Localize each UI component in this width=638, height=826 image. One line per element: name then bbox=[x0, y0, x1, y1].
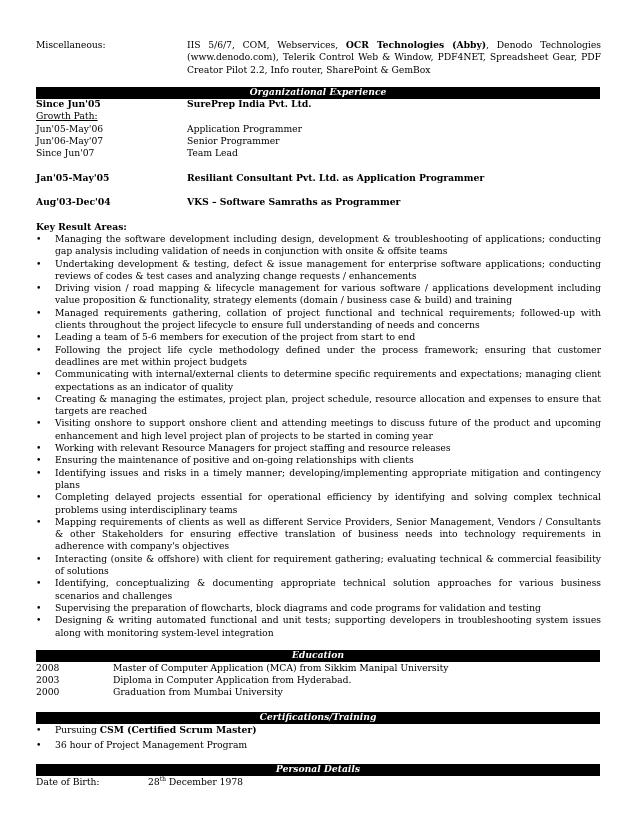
certifications-list bbox=[36, 725, 601, 753]
kra-item: • Identifying issues and risks in a timely manner; developing/implementing appropriate mitigation and contingency plans bbox=[36, 468, 601, 493]
kra-item: • Leading a team of 5-6 members for execution of the project from start to end bbox=[36, 332, 601, 344]
kra-item: • Creating & managing the estimates, project plan, project schedule, resource allocation and expenses to ensure that targets are reached bbox=[36, 394, 601, 419]
certification-item bbox=[36, 725, 601, 737]
certification-bold: CSM (Certified Scrum Master) bbox=[99, 725, 257, 736]
personal-heading: Personal Details bbox=[36, 764, 600, 776]
job-period: Jan'05-May'05 bbox=[36, 173, 110, 184]
misc-text-rest: ), Telerik Control Web & Window, PDF4NET, Spreadsheet Gear, PDF Creator Pilot 2.2, Info router, SharePoint & GemBox bbox=[187, 52, 601, 76]
education-year: 2000 bbox=[36, 687, 60, 698]
education-row bbox=[36, 687, 601, 699]
kra-item: • Managing the software development including design, development & troubleshooting of applications; conducting gap analysis including validation of needs in conjunction with onsite & offsite teams bbox=[36, 234, 601, 259]
education-row bbox=[36, 663, 601, 675]
job-row bbox=[36, 173, 601, 185]
growth-period: Jun'05-May'06 bbox=[36, 124, 104, 135]
education-detail: Graduation from Mumbai University bbox=[113, 687, 283, 698]
growth-role: Application Programmer bbox=[187, 124, 303, 135]
kra-item: • Working with relevant Resource Managers for project staffing and resource releases bbox=[36, 443, 601, 455]
job-title: Resiliant Consultant Pvt. Ltd. as Application Programmer bbox=[187, 173, 485, 184]
kra-item: • Driving vision / road mapping & lifecycle management for various software / applications development including value proposition & functionality, strategy elements (domain / business case & build) and training bbox=[36, 283, 601, 308]
misc-text-mid: , Denodo Technologies ( bbox=[187, 40, 601, 64]
sureprep-company: SurePrep India Pvt. Ltd. bbox=[187, 99, 312, 110]
education-heading: Education bbox=[36, 650, 600, 662]
education-detail: Diploma in Computer Application from Hyderabad. bbox=[113, 675, 352, 686]
certification-item: • 36 hour of Project Management Program bbox=[36, 740, 601, 752]
misc-value bbox=[187, 40, 601, 77]
kra-item: • Following the project life cycle methodology defined under the process framework; ensuring that customer deadlines are met within project budgets bbox=[36, 345, 601, 370]
denodo-link[interactable]: www.denodo.com bbox=[190, 52, 273, 64]
education-year: 2003 bbox=[36, 675, 60, 686]
dob-rest: December 1978 bbox=[165, 777, 244, 788]
dob-row bbox=[36, 777, 601, 789]
kra-item: • Ensuring the maintenance of positive and on-going relationships with clients bbox=[36, 455, 601, 467]
certifications-heading: Certifications/Training bbox=[36, 712, 600, 724]
growth-role: Team Lead bbox=[187, 148, 238, 159]
certification-text: Pursuing bbox=[55, 725, 100, 736]
growth-row bbox=[36, 148, 601, 160]
education-detail: Master of Computer Application (MCA) from Sikkim Manipal University bbox=[113, 663, 449, 674]
org-experience-heading: Organizational Experience bbox=[36, 87, 600, 99]
misc-text-pre: IIS 5/6/7, COM, Webservices, bbox=[187, 40, 339, 51]
job-row bbox=[36, 197, 601, 209]
kra-label: Key Result Areas: bbox=[36, 222, 127, 233]
dob-label: Date of Birth: bbox=[36, 777, 100, 788]
growth-period: Jun'06-May'07 bbox=[36, 136, 104, 147]
education-row bbox=[36, 675, 601, 687]
dob-suffix: th bbox=[159, 775, 166, 783]
growth-path-label: Growth Path: bbox=[36, 111, 98, 122]
kra-item: • Interacting (onsite & offshore) with client for requirement gathering; evaluating technical & commercial feasibility of solutions bbox=[36, 554, 601, 579]
sureprep-period: Since Jun'05 bbox=[36, 99, 101, 110]
misc-label: Miscellaneous: bbox=[36, 40, 106, 51]
growth-row bbox=[36, 124, 601, 136]
sureprep-row bbox=[36, 99, 601, 111]
growth-row bbox=[36, 136, 601, 148]
kra-item: • Completing delayed projects essential for operational efficiency by identifying and solving complex technical problems using interdisciplinary teams bbox=[36, 492, 601, 517]
growth-role: Senior Programmer bbox=[187, 136, 280, 147]
kra-item: • Designing & writing automated functional and unit tests; supporting developers in troubleshooting system issues along with monitoring system-level integration bbox=[36, 615, 601, 640]
education-year: 2008 bbox=[36, 663, 60, 674]
kra-item: • Managed requirements gathering, collation of project functional and technical requirements; followed-up with clients throughout the project lifecycle to ensure full understanding of needs and concerns bbox=[36, 308, 601, 333]
kra-item: • Supervising the preparation of flowcharts, block diagrams and code programs for validation and testing bbox=[36, 603, 601, 615]
job-title: VKS – Software Samraths as Programmer bbox=[187, 197, 401, 208]
job-period: Aug'03-Dec'04 bbox=[36, 197, 111, 208]
misc-text-bold: OCR Technologies (Abby) bbox=[345, 40, 487, 51]
kra-item: • Visiting onshore to support onshore client and attending meetings to discuss future of the product and upcoming enhancement and high level project plan of projects to be started in coming year bbox=[36, 418, 601, 443]
kra-item: • Communicating with internal/external clients to determine specific requirements and expectations; managing client expectations as an indicator of quality bbox=[36, 369, 601, 394]
dob-value bbox=[148, 777, 243, 789]
dob-day: 28 bbox=[148, 777, 160, 788]
kra-item: • Mapping requirements of clients as well as different Service Providers, Senior Management, Vendors / Consultants & other Stakeholders for ensuring effective translation of business needs into technology requirements in adherence with company's objectives bbox=[36, 517, 601, 554]
kra-list bbox=[36, 234, 601, 640]
kra-item: • Identifying, conceptualizing & documenting appropriate technical solution approaches for various business scenarios and challenges bbox=[36, 578, 601, 603]
kra-item: • Undertaking development & testing, defect & issue management for enterprise software applications; conducting reviews of codes & test cases and analyzing change requests / enhancements bbox=[36, 259, 601, 284]
growth-period: Since Jun'07 bbox=[36, 148, 95, 159]
